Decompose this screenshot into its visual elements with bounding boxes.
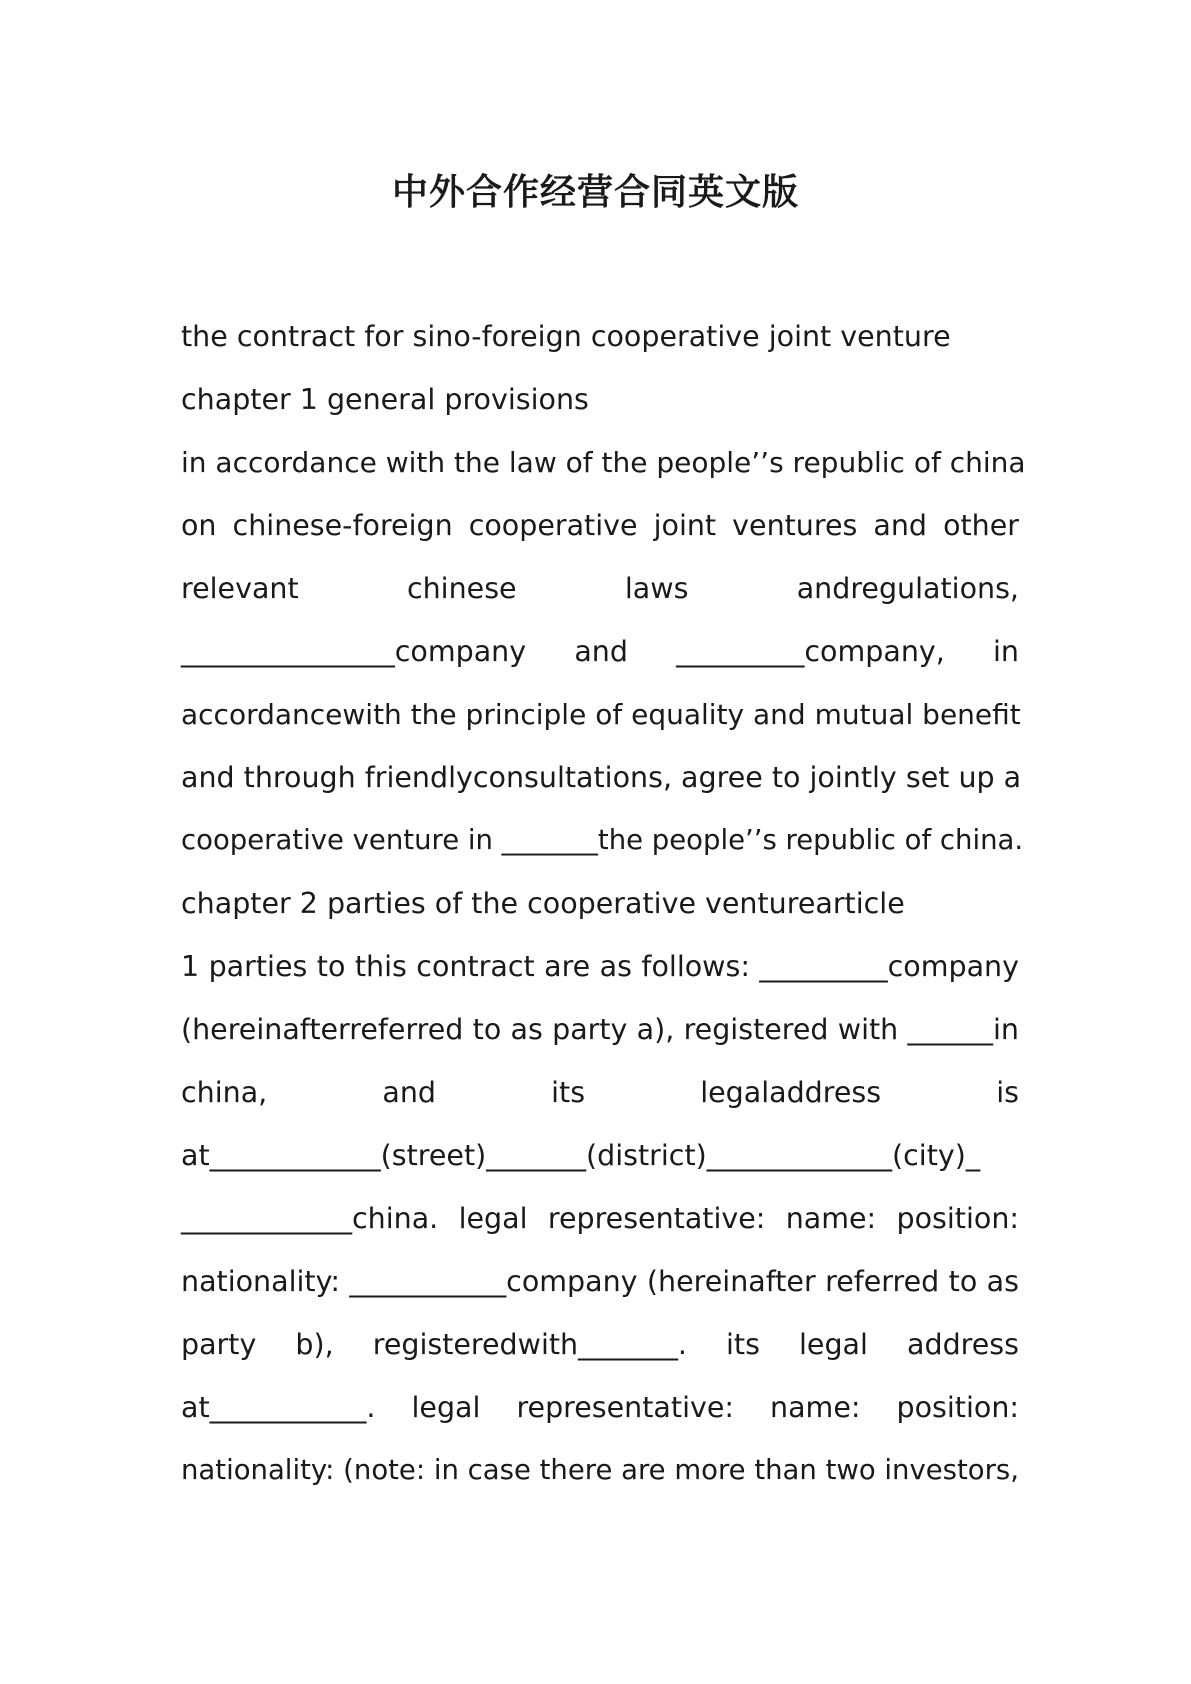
body-line: chapter 1 general provisions <box>181 383 589 416</box>
body-line: _______________company and _________company, in <box>181 635 1019 668</box>
body-line: china, and its legaladdress is <box>181 1076 1019 1109</box>
body-line: relevant chinese laws andregulations, <box>181 572 1019 605</box>
body-line: chapter 2 parties of the cooperative venturearticle <box>181 887 905 920</box>
body-line: cooperative venture in _______the people’’s republic of china. <box>181 824 1024 856</box>
body-line: at___________. legal representative: name: position: <box>181 1391 1019 1424</box>
body-line: the contract for sino-foreign cooperative joint venture <box>181 320 951 353</box>
document-body <box>181 305 1026 1502</box>
body-line: ____________china. legal representative: name: position: <box>181 1202 1019 1235</box>
body-line: (hereinafterreferred to as party a), registered with ______in <box>181 1013 1019 1046</box>
body-line: at____________(street)_______(district)_____________(city)_ <box>181 1139 981 1172</box>
body-line: on chinese-foreign cooperative joint ventures and other <box>181 509 1019 542</box>
body-line: 1 parties to this contract are as follows: _________company <box>181 950 1019 983</box>
body-line: and through friendlyconsultations, agree to jointly set up a <box>181 761 1022 794</box>
body-line: party b), registeredwith_______. its legal address <box>181 1328 1019 1361</box>
body-line: accordancewith the principle of equality and mutual benefit <box>181 698 1021 731</box>
document-title: 中外合作经营合同英文版 <box>391 172 799 213</box>
body-line: nationality: ___________company (hereinafter referred to as <box>181 1265 1019 1298</box>
body-line: in accordance with the law of the people’’s republic of china <box>181 446 1026 479</box>
body-line: nationality: (note: in case there are more than two investors, <box>181 1454 1019 1486</box>
